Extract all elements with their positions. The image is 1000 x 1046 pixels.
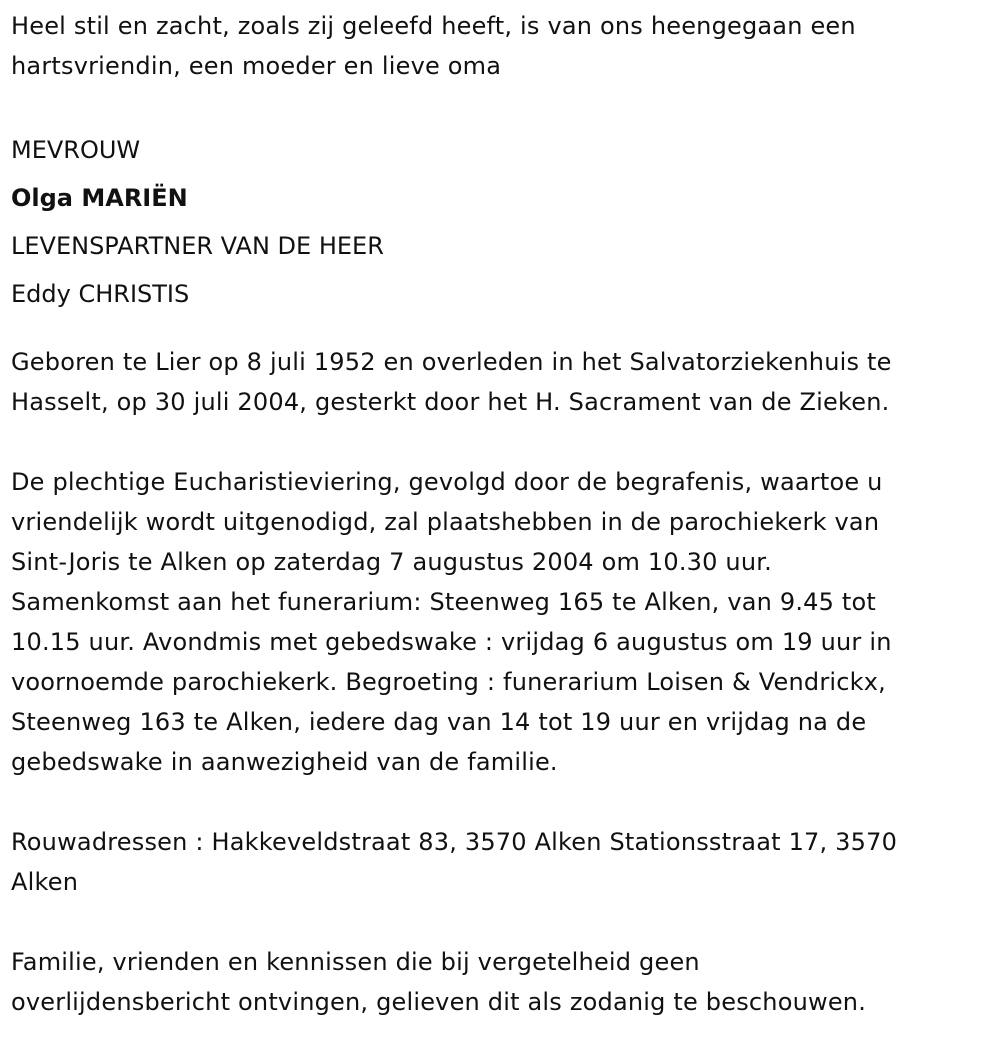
partner-name: Eddy CHRISTIS [11, 280, 190, 308]
addresses-line: Alken [11, 868, 79, 896]
birth-death-paragraph [11, 342, 1000, 422]
intro-line: Heel stil en zacht, zoals zij geleefd heeft, is van ons heengegaan een [11, 12, 856, 40]
deceased-block [11, 126, 1000, 318]
ceremony-line: De plechtige Eucharistieviering, gevolgd door de begrafenis, waartoe u [11, 468, 883, 496]
ceremony-line: voornoemde parochiekerk. Begroeting : funerarium Loisen & Vendrickx, [11, 668, 886, 696]
closing-paragraph [11, 942, 1000, 1022]
ceremony-line: Sint-Joris te Alken op zaterdag 7 augustus 2004 om 10.30 uur. [11, 548, 772, 576]
spacer [11, 86, 1000, 126]
ceremony-line: vriendelijk wordt uitgenodigd, zal plaatshebben in de parochiekerk van [11, 508, 880, 536]
deceased-title: MEVROUW [11, 136, 141, 164]
spacer [11, 422, 1000, 462]
intro-paragraph [11, 6, 1000, 86]
ceremony-line: 10.15 uur. Avondmis met gebedswake : vrijdag 6 augustus om 19 uur in [11, 628, 892, 656]
addresses-line: Rouwadressen : Hakkeveldstraat 83, 3570 Alken Stationsstraat 17, 3570 [11, 828, 898, 856]
intro-line: hartsvriendin, een moeder en lieve oma [11, 52, 502, 80]
spacer [11, 782, 1000, 822]
spacer [11, 318, 1000, 342]
ceremony-line: gebedswake in aanwezigheid van de familie. [11, 748, 558, 776]
ceremony-paragraph [11, 462, 1000, 782]
ceremony-line: Steenweg 163 te Alken, iedere dag van 14 tot 19 uur en vrijdag na de [11, 708, 867, 736]
deceased-name: Olga MARIËN [11, 184, 188, 212]
closing-line: overlijdensbericht ontvingen, gelieven dit als zodanig te beschouwen. [11, 988, 867, 1016]
birth-death-line: Hasselt, op 30 juli 2004, gesterkt door het H. Sacrament van de Zieken. [11, 388, 890, 416]
deceased-relation: LEVENSPARTNER VAN DE HEER [11, 232, 384, 260]
birth-death-line: Geboren te Lier op 8 juli 1952 en overleden in het Salvatorziekenhuis te [11, 348, 892, 376]
closing-line: Familie, vrienden en kennissen die bij vergetelheid geen [11, 948, 700, 976]
spacer [11, 902, 1000, 942]
ceremony-line: Samenkomst aan het funerarium: Steenweg 165 te Alken, van 9.45 tot [11, 588, 877, 616]
addresses-paragraph [11, 822, 1000, 902]
